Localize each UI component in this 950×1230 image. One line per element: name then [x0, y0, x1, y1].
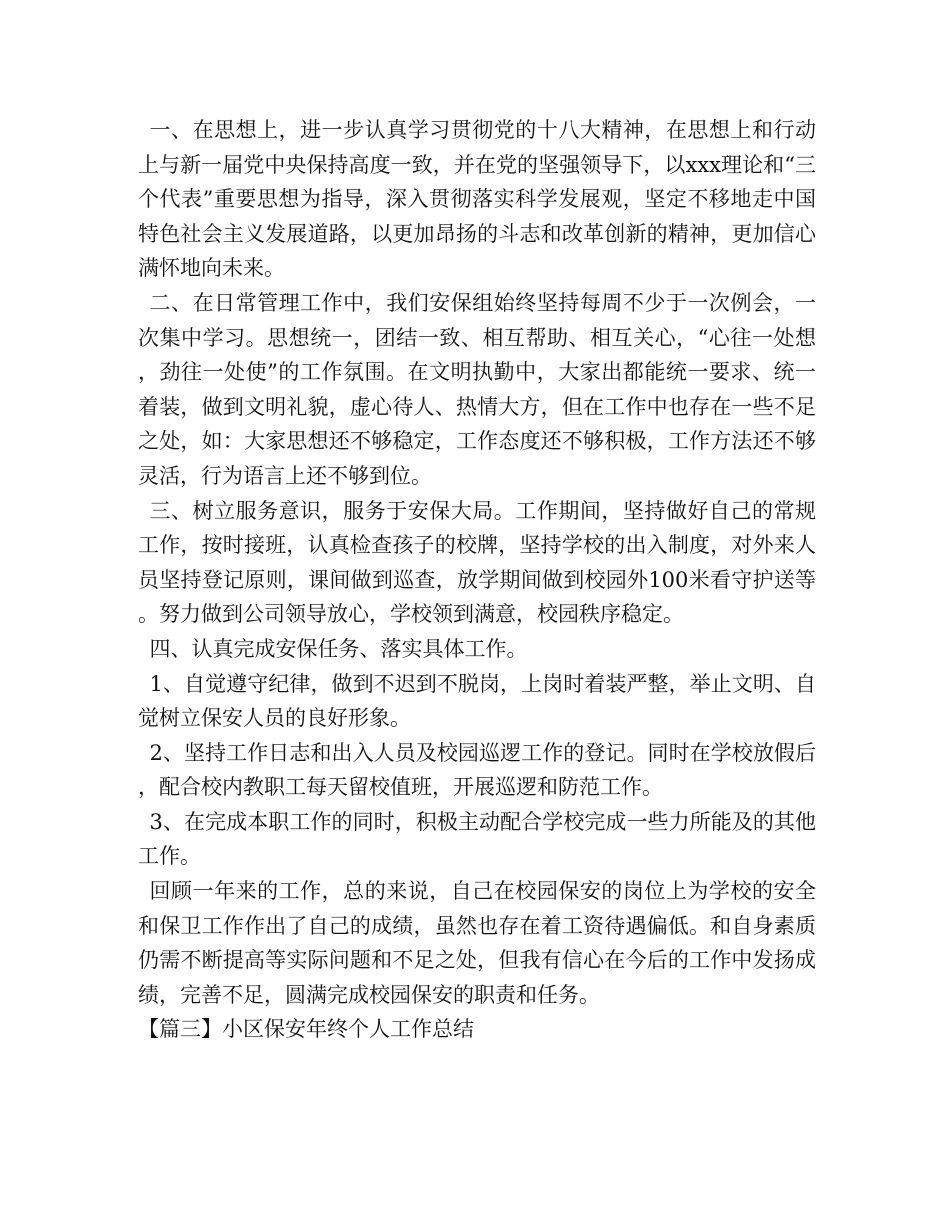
paragraph-tasks-heading: 四、认真完成安保任务、落实具体工作。 [149, 636, 528, 661]
section-heading: 【篇三】小区保安年终个人工作总结 [138, 1017, 474, 1042]
paragraph-daily-management: 二、在日常管理工作中，我们安保组始终坚持每周不少于一次例会，一次集中学习。思想统一，团结一致、相互帮助、相互关心，“心往一处想，劲往一处使”的工作氛围。在文明执勤中，大家出都能统一要求、统一着装，做到文明礼貌，虚心待人、热情大方，但在工作中也存在一些不足之处，如：大家思想还不够稳定，工作态度还不够积极，工作方法还不够灵活，行为语言上还不够到位。 [138, 290, 816, 488]
paragraph-service-awareness: 三、树立服务意识，服务于安保大局。工作期间，坚持做好自己的常规工作，按时接班，认真检查孩子的校牌，坚持学校的出入制度，对外来人员坚持登记原则，课间做到巡查，放学期间做到校园外100米看守护送等。努力做到公司领导放心，学校领到满意，校园秩序稳定。 [138, 498, 816, 627]
paragraph-item-3: 3、在完成本职工作的同时，积极主动配合学校完成一些力所能及的其他工作。 [138, 809, 816, 869]
paragraph-item-1: 1、自觉遵守纪律，做到不迟到不脱岗，上岗时着装严整，举止文明、自觉树立保安人员的良好形象。 [138, 671, 816, 731]
paragraph-review: 回顾一年来的工作，总的来说，自己在校园保安的岗位上为学校的安全和保卫工作作出了自己的成绩，虽然也存在着工资待遇偏低。和自身素质仍需不断提高等实际问题和不足之处，但我有信心在今后的工作中发扬成绩，完善不足，圆满完成校园保安的职责和任务。 [138, 879, 816, 1007]
document-body [138, 113, 816, 1047]
paragraph-item-2: 2、坚持工作日志和出入人员及校园巡逻工作的登记。同时在学校放假后，配合校内教职工每天留校值班，开展巡逻和防范工作。 [138, 740, 816, 800]
paragraph-thinking: 一、在思想上，进一步认真学习贯彻党的十八大精神，在思想上和行动上与新一届党中央保持高度一致，并在党的坚强领导下，以xxx理论和“三个代表”重要思想为指导，深入贯彻落实科学发展观，坚定不移地走中国特色社会主义发展道路，以更加昂扬的斗志和改革创新的精神，更加信心满怀地向未来。 [138, 118, 816, 281]
